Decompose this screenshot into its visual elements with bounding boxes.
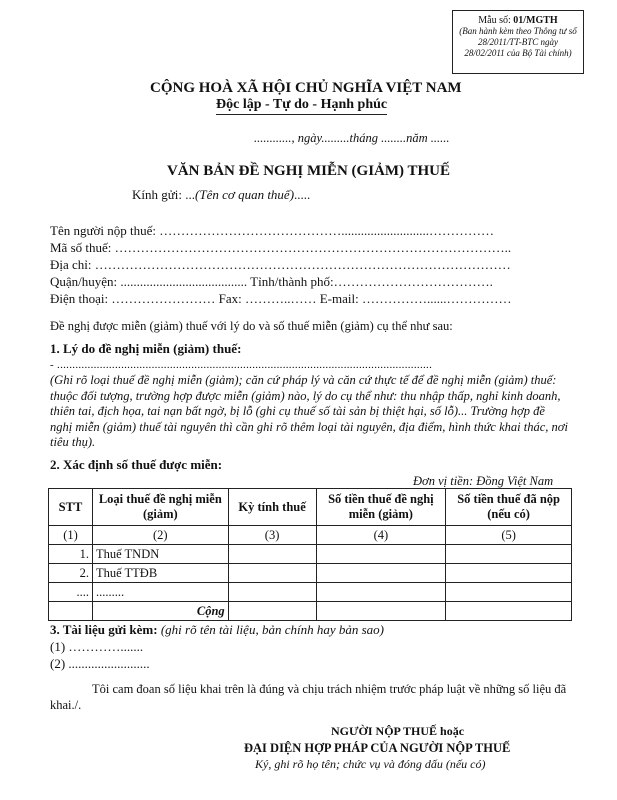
- recipient-tail: .....: [294, 187, 311, 202]
- document-title: VĂN BẢN ĐỀ NGHỊ MIỄN (GIẢM) THUẾ: [166, 163, 451, 179]
- total-paid-cell[interactable]: [446, 602, 572, 621]
- nation-heading: CỘNG HOÀ XÃ HỘI CHỦ NGHĨA VIỆT NAM: [150, 80, 462, 96]
- row-exempt-cell[interactable]: [316, 583, 446, 602]
- address-field[interactable]: Địa chỉ: ……………………………………………………………………………………: [50, 257, 511, 272]
- section1-dots: - ...........................................................................................................................: [50, 359, 433, 371]
- currency-unit: Đơn vị tiền: Đồng Việt Nam: [413, 474, 554, 488]
- date-line: ............, ngày.........tháng ........năm ......: [254, 131, 450, 145]
- total-period-cell: [228, 602, 316, 621]
- row-stt: 1.: [49, 545, 93, 564]
- row-stt: 2.: [49, 564, 93, 583]
- tax-table: [48, 488, 572, 621]
- taxpayer-name-field[interactable]: Tên người nộp thuế: ……………………………………...........................……………: [50, 223, 494, 238]
- row-period-cell[interactable]: [228, 583, 316, 602]
- section1-guidance: (Ghi rõ loại thuế đề nghị miễn (giảm); căn cứ pháp lý và căn cứ thực tế để đề nghị miễn (giảm) thuế: thuộc đối tượng, trường hợp được miễn (giảm) nào, lý do cụ thể như: thu nhập thấp, nghỉ kinh doanh, thiên tai, địch họa, tai nạn bất ngờ, bị lỗ (ghi cụ thuế số tài sản bị thiệt hại, số lỗ)... Trường hợp đề nghị miễn (giảm) thuế tài nguyên thì cần ghi rõ thêm loại tài nguyên, địa điểm, hình thức khai thác, nơi tiêu thụ).: [50, 373, 568, 449]
- total-stt-cell: [49, 602, 93, 621]
- section1-heading: 1. Lý do đề nghị miễn (giảm) thuế:: [50, 341, 242, 356]
- form-code-box: [452, 10, 584, 74]
- row-paid-cell[interactable]: [446, 545, 572, 564]
- col-number: (2): [92, 526, 228, 545]
- recipient-line: [132, 187, 310, 203]
- col-header-exempt-amount: Số tiền thuế đề nghị miễn (giảm): [316, 489, 446, 526]
- district-province-field[interactable]: Quận/huyện: ....................................... Tỉnh/thành phố:……………………………….: [50, 274, 493, 289]
- col-header-tax-type: Loại thuế đề nghị miễn (giảm): [92, 489, 228, 526]
- section3-note: (ghi rõ tên tài liệu, bản chính hay bản sao): [160, 622, 384, 637]
- recipient-value: (Tên cơ quan thuế): [195, 187, 295, 202]
- row-period-cell[interactable]: [228, 564, 316, 583]
- motto: Độc lập - Tự do - Hạnh phúc: [216, 97, 387, 115]
- row-tax-type: Thuế TNDN: [92, 545, 228, 564]
- table-row: [49, 564, 572, 583]
- intro-text: Đề nghị được miễn (giảm) thuế với lý do và số thuế miễn (giảm) cụ thể như sau:: [50, 319, 453, 333]
- form-code: Mẫu số: 01/MGTH: [478, 15, 558, 26]
- row-tax-type: Thuế TTĐB: [92, 564, 228, 583]
- col-header-period: Kỳ tính thuế: [228, 489, 316, 526]
- col-header-stt: STT: [49, 489, 93, 526]
- signature-line-1: NGƯỜI NỘP THUẾ hoặc: [331, 724, 465, 738]
- table-number-row: [49, 526, 572, 545]
- recipient-label: Kính gửi: ...: [132, 187, 196, 202]
- declaration-text: Tôi cam đoan số liệu khai trên là đúng và chịu trách nhiệm trước pháp luật về những số liệu đã khai./.: [50, 682, 567, 712]
- row-period-cell[interactable]: [228, 545, 316, 564]
- attachment-item-1[interactable]: (1) ………….......: [50, 639, 144, 654]
- table-total-row: [49, 602, 572, 621]
- table-header-row: [49, 489, 572, 526]
- total-label: Cộng: [92, 602, 228, 621]
- form-code-note: (Ban hành kèm theo Thông tư số 28/2011/TT-BTC ngày 28/02/2011 của Bộ Tài chính): [459, 26, 577, 58]
- section2-heading: 2. Xác định số thuế được miễn:: [50, 457, 223, 472]
- signature-line-3: Ký, ghi rõ họ tên; chức vụ và đóng dấu (nếu có): [255, 757, 486, 771]
- row-exempt-cell[interactable]: [316, 564, 446, 583]
- col-number: (4): [316, 526, 446, 545]
- section3-line: [50, 622, 384, 638]
- row-exempt-cell[interactable]: [316, 545, 446, 564]
- col-number: (1): [49, 526, 93, 545]
- section3-heading: 3. Tài liệu gửi kèm:: [50, 622, 158, 637]
- row-tax-type: .........: [92, 583, 228, 602]
- table-row: [49, 583, 572, 602]
- signature-line-2: ĐẠI DIỆN HỢP PHÁP CỦA NGƯỜI NỘP THUẾ: [244, 741, 511, 755]
- row-paid-cell[interactable]: [446, 564, 572, 583]
- tax-code-field[interactable]: Mã số thuế: ………………………………………………………………………………..: [50, 240, 512, 255]
- total-exempt-cell[interactable]: [316, 602, 446, 621]
- row-paid-cell[interactable]: [446, 583, 572, 602]
- table-row: [49, 545, 572, 564]
- col-header-paid-amount: Số tiền thuế đã nộp (nếu có): [446, 489, 572, 526]
- contact-field[interactable]: Điện thoại: …………………… Fax: ………..…… E-mail: ……………......……………: [50, 291, 512, 306]
- attachment-item-2[interactable]: (2) .........................: [50, 656, 150, 671]
- col-number: (5): [446, 526, 572, 545]
- col-number: (3): [228, 526, 316, 545]
- row-stt: ....: [49, 583, 93, 602]
